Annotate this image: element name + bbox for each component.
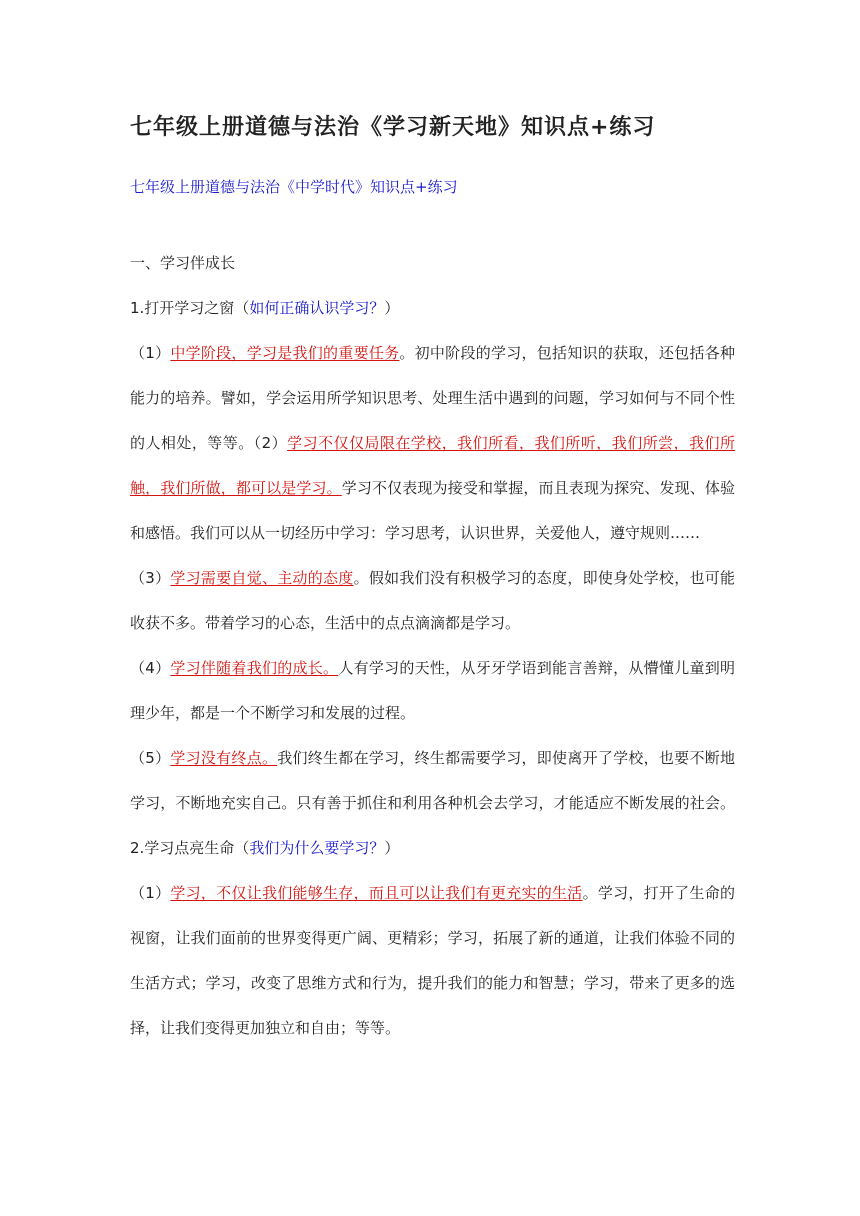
paragraph-text: 我们终生都在学习，终生都需要学习，即使离开了学校，也要不断地学习，不断地充实自己。只有善于抓住和利用各种机会去学习，才能适应不断发展的社会。2.学习点亮生命（ [130, 749, 735, 857]
subsection-heading-1 [130, 286, 735, 331]
key-point: 学习伴随着我们的成长。 [170, 659, 339, 677]
paragraph-4 [130, 646, 735, 736]
subsection-prefix: 1.打开学习之窗（ [130, 299, 250, 317]
key-point: 学习不仅仅局限在学校，我们所看，我们所听，我们所尝，我们所触，我们所做，都可以是学习。 [130, 434, 735, 497]
item-number: （4） [130, 659, 171, 677]
related-article-link[interactable]: 七年级上册道德与法治《中学时代》知识点+练习 [130, 178, 458, 196]
paragraph-1-2 [130, 331, 735, 556]
paragraph-text: 。假如我们没有积极学习的态度，即使身处学校，也可能收获不多。带着学习的心态，生活中的点点滴滴都是学习。 [130, 569, 735, 632]
paragraph-text: 学习不仅表现为接受和掌握，而且表现为探究、发现、体验和感悟。我们可以从一切经历中学习：学习思考，认识世界，关爱他人，遵守规则…… [130, 479, 735, 542]
paragraph-text: 。初中阶段的学习，包括知识的获取，还包括各种能力的培养。譬如，学会运用所学知识思考、处理生活中遇到的问题，学习如何与不同个性的人相处，等等。（2） [130, 344, 735, 452]
section-heading: 一、学习伴成长 [130, 254, 236, 272]
item-number: （1） [130, 884, 171, 902]
subsection-suffix: ） [384, 299, 400, 317]
paragraph-6 [130, 871, 735, 1051]
key-point: 学习没有终点。 [170, 749, 278, 767]
key-point: 学习需要自觉、主动的态度 [170, 569, 354, 587]
item-number: （5） [130, 749, 171, 767]
item-number: （1） [130, 344, 171, 362]
paragraph-text: 人有学习的天性，从牙牙学语到能言善辩，从懵懂儿童到明理少年，都是一个不断学习和发展的过程。 [130, 659, 735, 722]
key-point: 中学阶段，学习是我们的重要任务 [170, 344, 400, 362]
key-point: 学习，不仅让我们能够生存，而且可以让我们有更充实的生活 [170, 884, 583, 902]
paragraph-5 [130, 736, 735, 871]
question-link[interactable]: 如何正确认识学习？ [249, 299, 385, 317]
paragraph-3 [130, 556, 735, 646]
document-title: 七年级上册道德与法治《学习新天地》知识点+练习 [130, 115, 656, 140]
document-body [130, 241, 735, 1051]
paragraph-text: 。学习，打开了生命的视窗，让我们面前的世界变得更广阔、更精彩；学习，拓展了新的通道，让我们体验不同的生活方式；学习，改变了思维方式和行为，提升我们的能力和智慧；学习，带来了更多的选择，让我们变得更加独立和自由；等等。 [130, 884, 735, 1037]
paragraph-text: ） [384, 839, 400, 857]
item-number: （3） [130, 569, 171, 587]
question-link[interactable]: 我们为什么要学习？ [249, 839, 385, 857]
